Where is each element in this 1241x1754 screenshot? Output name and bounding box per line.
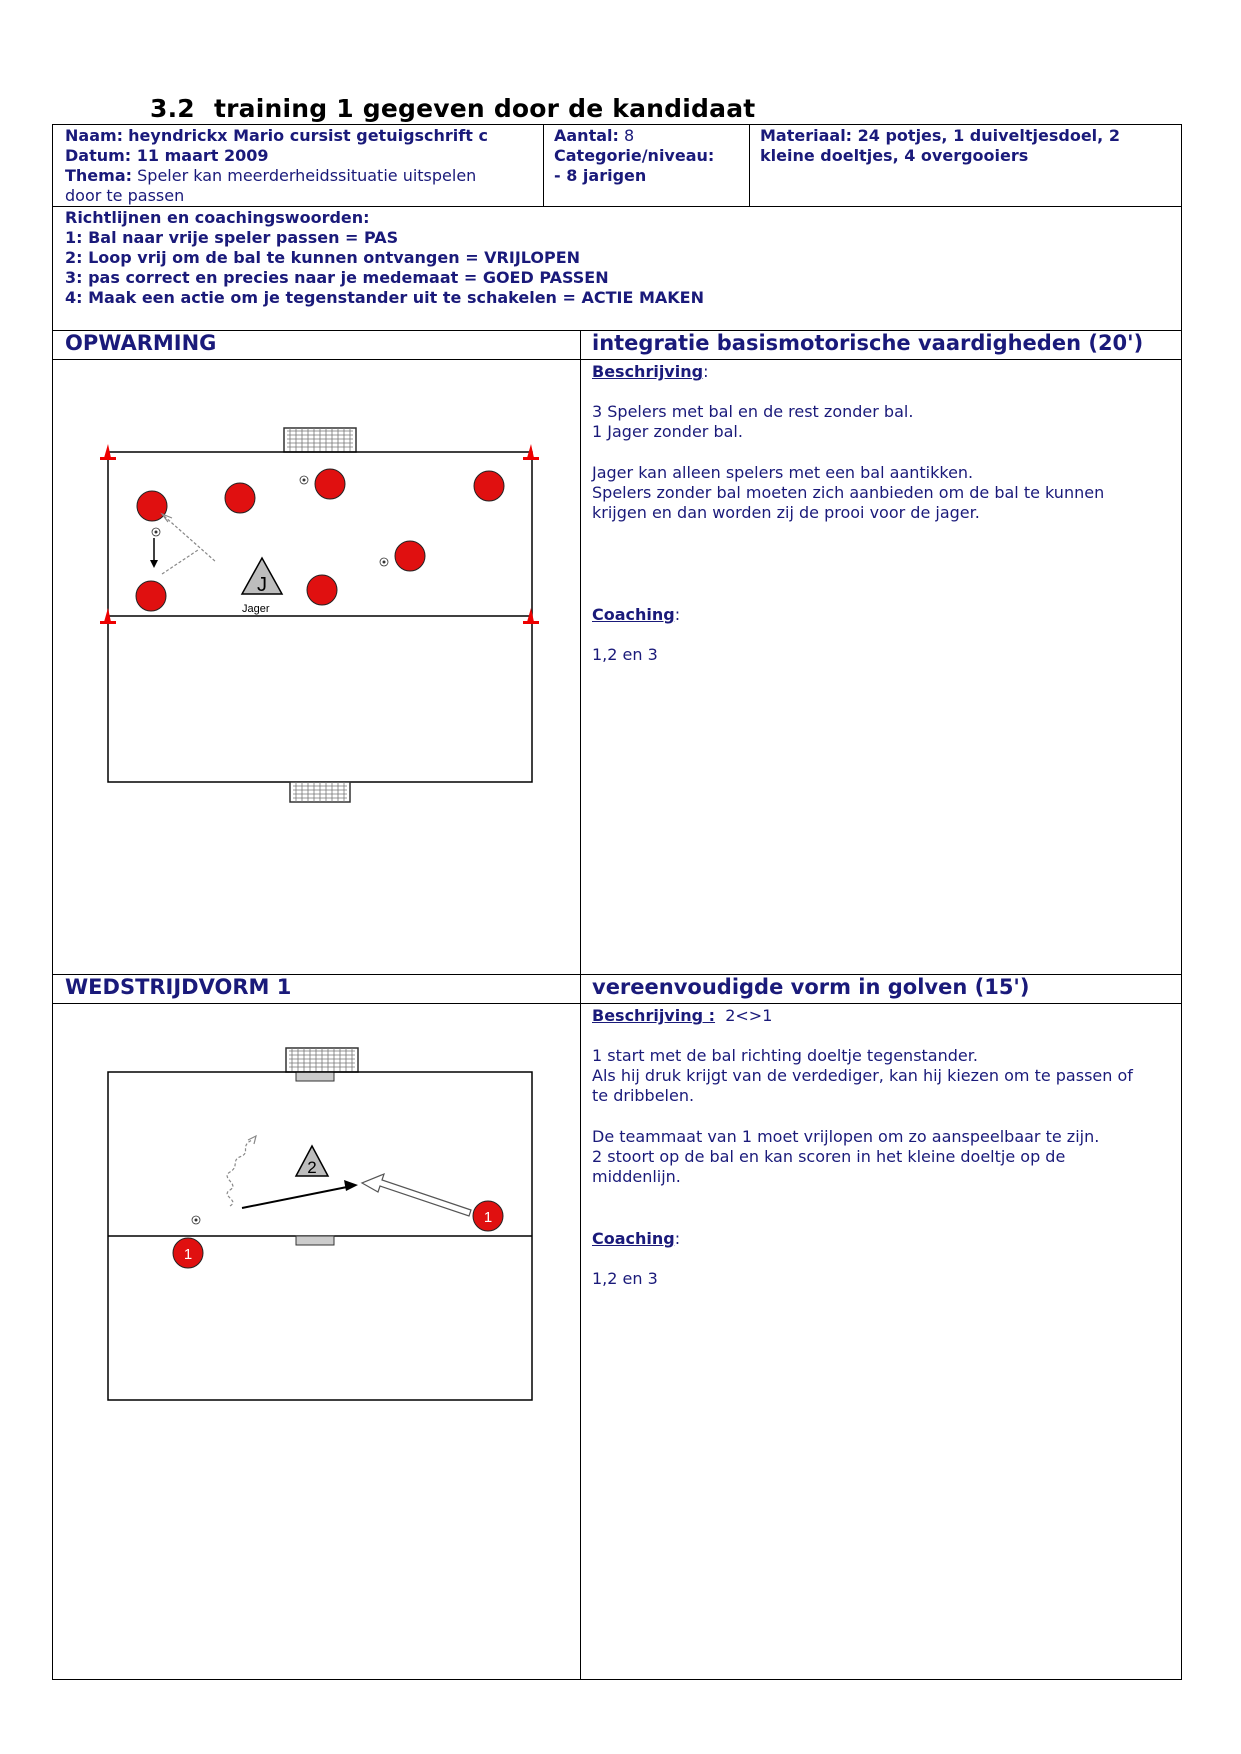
goal-top <box>284 428 356 452</box>
datum-line: Datum: 11 maart 2009 <box>65 146 269 165</box>
player-icon <box>136 581 166 611</box>
player-icon <box>137 491 167 521</box>
thema-line-2: door te passen <box>65 186 185 205</box>
naam-line: Naam: heyndrickx Mario cursist getuigschrift c <box>65 126 488 145</box>
richtlijnen-title: Richtlijnen en coachingswoorden: <box>65 208 370 227</box>
opwarming-subtitle: integratie basismotorische vaardigheden (20') <box>592 331 1144 355</box>
opwarming-title: OPWARMING <box>65 331 217 355</box>
ball-icon <box>380 558 388 566</box>
materiaal-line-1: Materiaal: 24 potjes, 1 duiveltjesdoel, 2 <box>760 126 1120 145</box>
aantal-line: Aantal: 8 <box>554 126 635 145</box>
info-divider-1 <box>543 124 544 207</box>
goal-bottom <box>290 782 350 802</box>
opwarming-line: 1 Jager zonder bal. <box>592 422 743 441</box>
opwarming-line: krijgen en dan worden zij de prooi voor de jager. <box>592 503 980 522</box>
wedstrijd-coaching: Coaching: <box>592 1229 681 1248</box>
info-divider-2 <box>749 124 750 207</box>
table-border-right <box>1181 124 1182 1680</box>
ball-icon <box>152 528 160 536</box>
arrow-head-icon <box>162 514 172 522</box>
arrow-head-icon <box>248 1136 256 1144</box>
heading-title: training 1 gegeven door de kandidaat <box>214 94 756 123</box>
defender-number: 2 <box>307 1158 317 1177</box>
opwarming-line: Spelers zonder bal moeten zich aanbieden om de bal te kunnen <box>592 483 1105 502</box>
player-icon <box>395 541 425 571</box>
wedstrijdvorm-title: WEDSTRIJDVORM 1 <box>65 975 292 999</box>
jager-caption: Jager <box>242 603 270 615</box>
wedstrijd-line: 2 stoort op de bal en kan scoren in het kleine doeltje op de <box>592 1147 1066 1166</box>
table-border-bottom <box>52 1679 1182 1680</box>
thema-line: Thema: Speler kan meerderheidssituatie uitspelen <box>65 166 477 185</box>
row-divider-wedstrijd-title <box>52 1003 1182 1004</box>
run-arrow-hollow <box>362 1174 471 1216</box>
wedstrijd-line: Als hij druk krijgt van de verdediger, kan hij kiezen om te passen of <box>592 1066 1133 1085</box>
categorie-value: - 8 jarigen <box>554 166 647 185</box>
categorie-label: Categorie/niveau: <box>554 146 715 165</box>
ball-icon <box>300 476 308 484</box>
player-icon <box>225 483 255 513</box>
wedstrijdvorm-subtitle: vereenvoudigde vorm in golven (15') <box>592 975 1030 999</box>
table-border-top <box>52 124 1182 125</box>
column-divider <box>580 330 581 1680</box>
arrow-head-icon <box>344 1180 358 1191</box>
richtlijn-item: 3: pas correct en precies naar je medemaat = GOED PASSEN <box>65 268 609 287</box>
player-icon <box>315 469 345 499</box>
small-goal <box>296 1236 334 1245</box>
opwarming-diagram <box>90 420 550 810</box>
row-divider-opwarming-title <box>52 359 1182 360</box>
table-border-left <box>52 124 53 1680</box>
pass-arrow <box>242 1186 352 1208</box>
wedstrijd-line: 1 start met de bal richting doeltje tegenstander. <box>592 1046 978 1065</box>
wedstrijd-coaching-value: 1,2 en 3 <box>592 1269 658 1288</box>
opwarming-coaching-value: 1,2 en 3 <box>592 645 658 664</box>
small-goal <box>296 1072 334 1081</box>
field-outline <box>108 452 532 782</box>
player-number: 1 <box>483 1209 493 1226</box>
jager-letter: J <box>257 574 267 596</box>
wedstrijd-line: middenlijn. <box>592 1167 681 1186</box>
richtlijn-item: 1: Bal naar vrije speler passen = PAS <box>65 228 399 247</box>
opwarming-line: Jager kan alleen spelers met een bal aantikken. <box>592 463 974 482</box>
player-number: 1 <box>183 1246 193 1263</box>
player-icon <box>474 471 504 501</box>
goal-top <box>286 1048 358 1072</box>
wedstrijd-line: te dribbelen. <box>592 1086 695 1105</box>
opwarming-beschrijving: Beschrijving: <box>592 362 709 381</box>
pass-line-dashed <box>164 516 216 562</box>
row-divider-info <box>52 206 1182 207</box>
wedstrijd-beschrijving: Beschrijving : 2<>1 <box>592 1006 773 1025</box>
materiaal-line-2: kleine doeltjes, 4 overgooiers <box>760 146 1029 165</box>
ball-icon <box>192 1216 200 1224</box>
richtlijn-item: 2: Loop vrij om de bal te kunnen ontvangen = VRIJLOPEN <box>65 248 581 267</box>
pass-line-dashed <box>162 550 198 574</box>
richtlijn-item: 4: Maak een actie om je tegenstander uit te schakelen = ACTIE MAKEN <box>65 288 704 307</box>
wedstrijd-line: De teammaat van 1 moet vrijlopen om zo aanspeelbaar te zijn. <box>592 1127 1100 1146</box>
opwarming-line: 3 Spelers met bal en de rest zonder bal. <box>592 402 914 421</box>
wedstrijdvorm-diagram <box>90 1040 550 1410</box>
arrow-head-icon <box>150 560 158 568</box>
opwarming-coaching: Coaching: <box>592 605 681 624</box>
page-heading <box>150 94 755 123</box>
dribble-path <box>227 1140 252 1206</box>
player-icon <box>307 575 337 605</box>
heading-number: 3.2 <box>150 94 195 123</box>
